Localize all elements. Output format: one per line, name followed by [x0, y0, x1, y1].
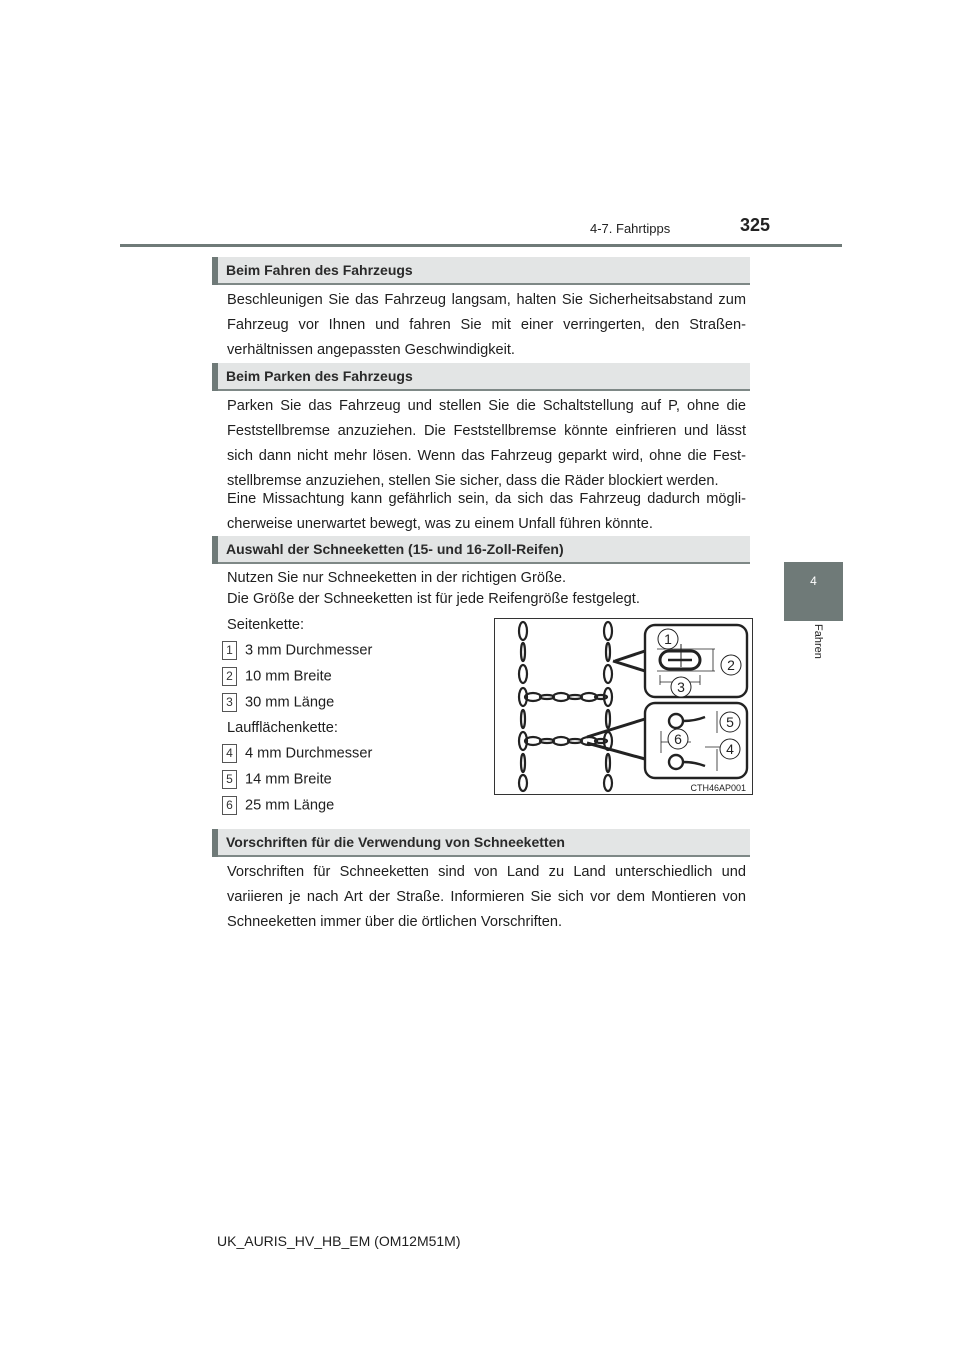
page-number: 325 [740, 215, 771, 235]
figure-code: CTH46AP001 [690, 783, 746, 793]
list-item [222, 641, 372, 661]
header-section-title: 4-7. Fahrtipps [590, 221, 671, 236]
figure-callout: 1 [664, 631, 672, 647]
item-label: 30 mm Länge [245, 694, 335, 711]
chains-size-rule: Die Größe der Schneeketten ist für jede Reifengröße festgelegt. [227, 591, 640, 607]
callout-number: 5 [222, 770, 237, 789]
snow-chain-illustration [495, 619, 752, 794]
list-item [222, 693, 334, 713]
item-label: 10 mm Breite [245, 668, 332, 685]
callout-number: 3 [222, 693, 237, 712]
section-heading-chains [212, 536, 750, 564]
callout-number: 6 [222, 796, 237, 815]
item-label: 14 mm Breite [245, 771, 332, 788]
figure-callout: 2 [727, 657, 735, 673]
item-label: 4 mm Durchmesser [245, 745, 373, 762]
parking-paragraph-1: Parken Sie das Fahrzeug und stellen Sie die Schaltstellung auf P, ohne die Feststellbremse anzuziehen. Die Feststellbremse könnte einfrieren und lässt sich dann nicht mehr lösen. Wenn das Fahrzeug geparkt wird, ohne die Feststellbremse anzuziehen, stellen Sie sicher, dass die Räder blockiert werden. [227, 398, 746, 489]
driving-paragraph: Beschleunigen Sie das Fahrzeug langsam, halten Sie Sicherheitsabstand zum Fahrzeug vor Ihnen und fahren Sie mit einer verringerten, den Straßenverhältnissen angepassten Geschwindigkeit. [227, 292, 746, 358]
section-heading-driving [212, 257, 750, 285]
figure-callout: 5 [726, 714, 734, 730]
chains-size-note: Nutzen Sie nur Schneeketten in der richtigen Größe. [227, 570, 567, 586]
list-item [222, 770, 332, 790]
figure-callout: 3 [677, 679, 685, 695]
figure-callout: 6 [674, 731, 682, 747]
regulations-paragraph: Vorschriften für Schneeketten sind von Land zu Land unterschiedlich und variieren je nach Art der Straße. Informieren Sie sich vor dem Montieren von Schneeketten immer über die örtlichen Vorschriften. [227, 864, 746, 930]
section-title: Vorschriften für die Verwendung von Schneeketten [226, 834, 565, 850]
footer-model-code: UK_AURIS_HV_HB_EM (OM12M51M) [217, 1233, 461, 1249]
item-label: 25 mm Länge [245, 797, 335, 814]
list-item [222, 667, 332, 687]
section-title: Beim Parken des Fahrzeugs [226, 368, 413, 384]
section-heading-regulations [212, 829, 750, 857]
side-chain-label: Seitenkette: [227, 617, 305, 633]
item-label: 3 mm Durchmesser [245, 642, 373, 659]
chapter-tab-number: 4 [810, 574, 817, 588]
header-divider [120, 244, 842, 247]
section-heading-parking [212, 363, 750, 391]
parking-paragraph-2: Eine Missachtung kann gefährlich sein, da sich das Fahrzeug dadurch möglicherweise unerwartet bewegt, was zu einem Unfall führen könnte. [227, 491, 746, 532]
snow-chain-figure [494, 618, 753, 795]
section-title: Auswahl der Schneeketten (15- und 16-Zoll-Reifen) [226, 541, 564, 557]
list-item [222, 796, 334, 816]
chapter-tab [784, 562, 843, 621]
callout-number: 2 [222, 667, 237, 686]
list-item [222, 744, 372, 764]
callout-number: 4 [222, 744, 237, 763]
chapter-tab-label: Fahren [812, 624, 824, 659]
section-title: Beim Fahren des Fahrzeugs [226, 262, 413, 278]
tread-chain-label: Laufflächenkette: [227, 720, 338, 736]
callout-number: 1 [222, 641, 237, 660]
figure-callout: 4 [726, 741, 734, 757]
